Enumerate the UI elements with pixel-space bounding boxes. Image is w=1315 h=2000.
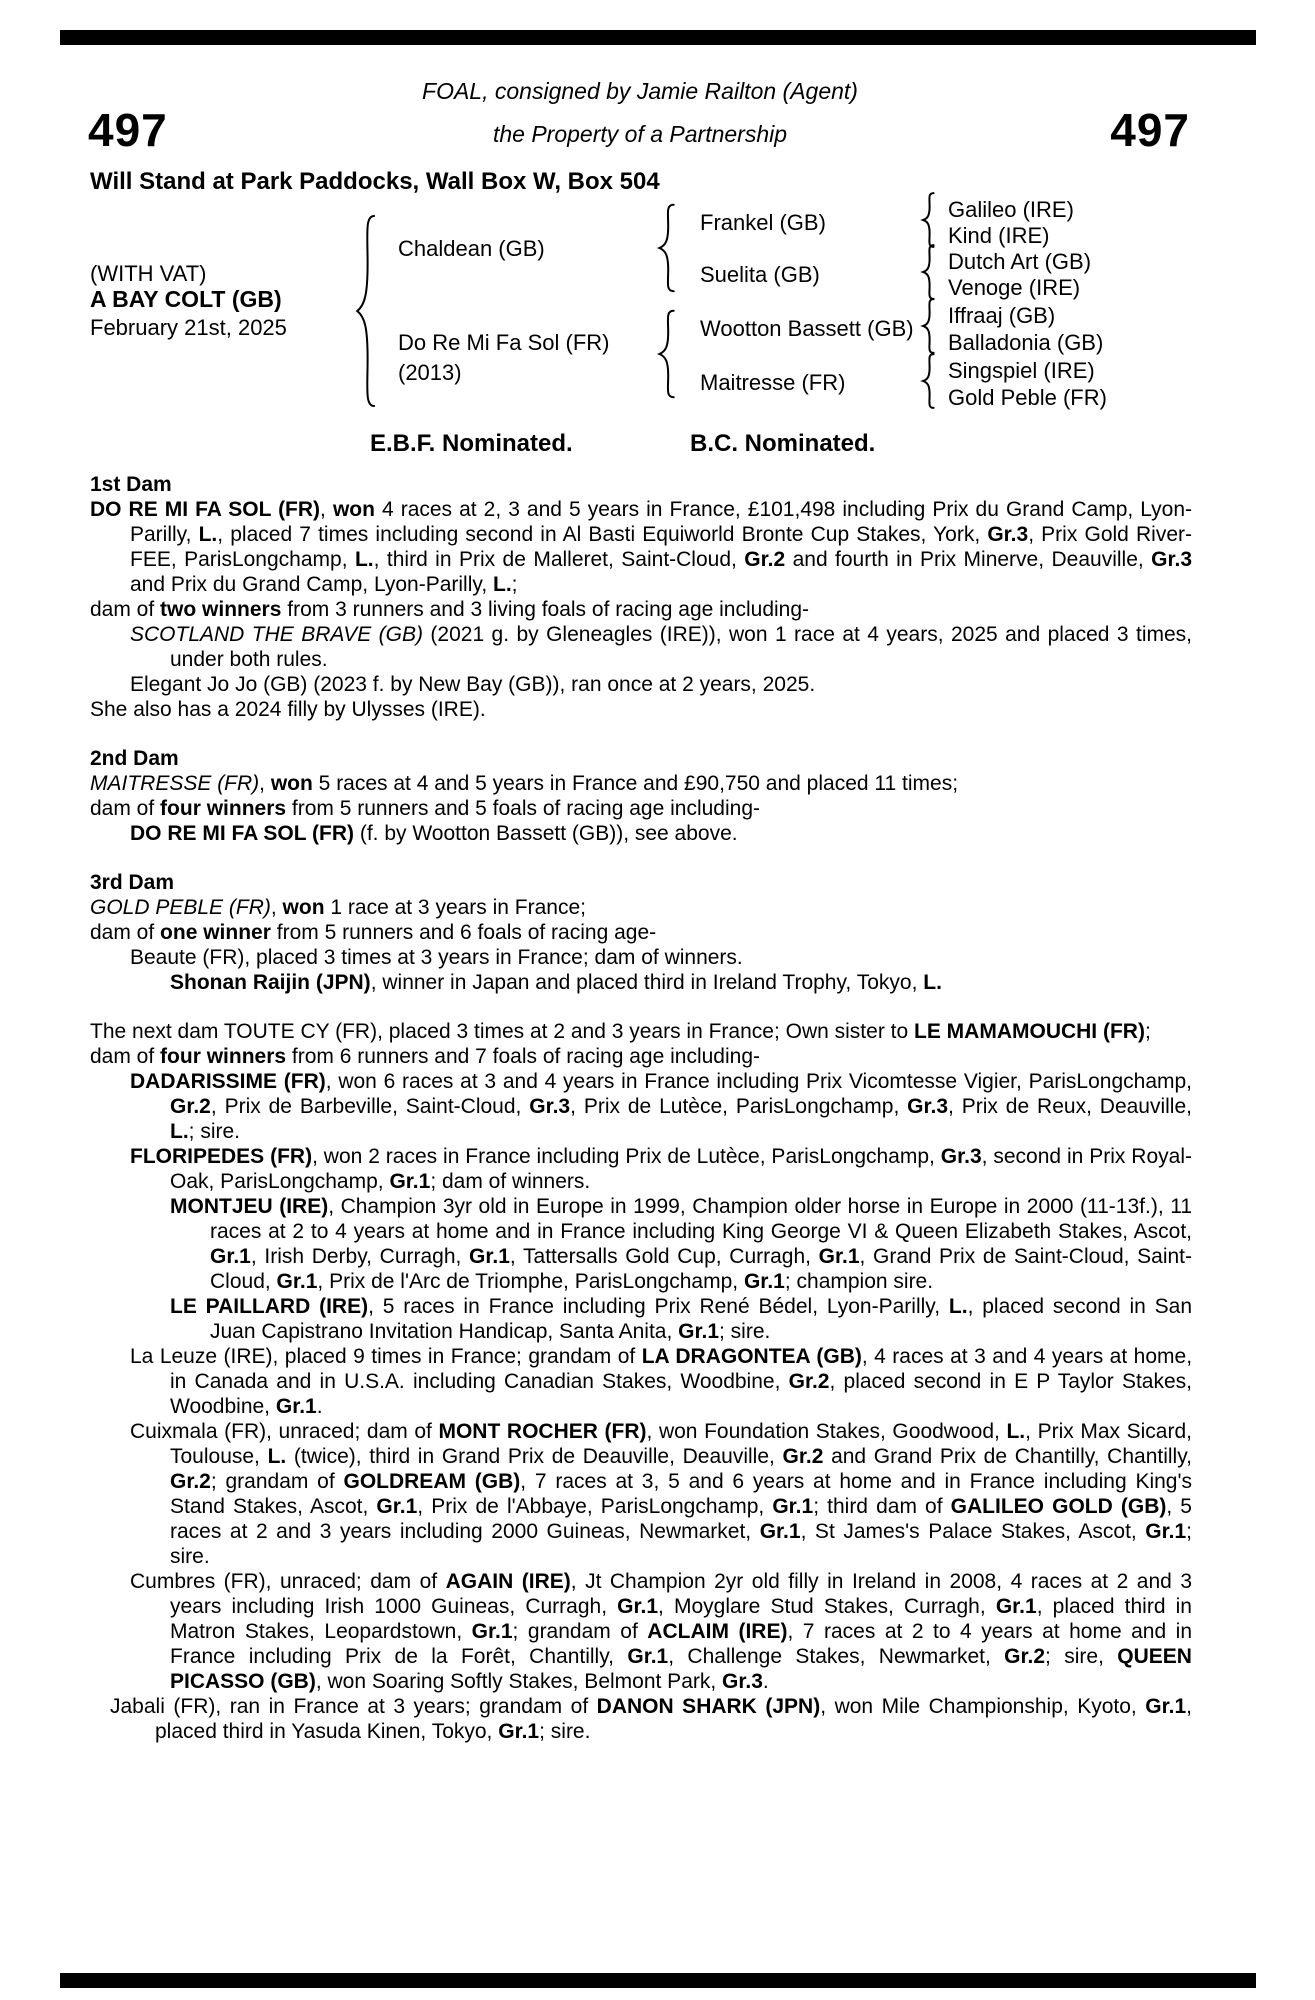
sire-name: Chaldean (GB) [398, 236, 545, 261]
pedigree-brace-main [352, 212, 378, 410]
dam-section [90, 472, 1192, 722]
dam-year: (2013) [398, 360, 462, 385]
consignor-line: FOAL, consigned by Jamie Railton (Agent) [422, 78, 858, 104]
grandparent-name: Dutch Art (GB) [948, 249, 1092, 274]
grandparent-name: Balladonia (GB) [948, 330, 1104, 355]
pedigree-paragraph: Beaute (FR), placed 3 times at 3 years in France; dam of winners. [130, 946, 743, 969]
section-heading: 3rd Dam [90, 871, 175, 894]
pedigree-paragraph: DADARISSIME (FR), won 6 races at 3 and 4 years in France including Prix Vicomtesse Vigier, ParisLongchamp, Gr.2, Prix de Barbeville, Saint-Cloud, Gr.3, Prix de Lutèce, ParisLongchamp, Gr.3, Prix de Reux, Deauville, L.; sire. [130, 1070, 1193, 1143]
stabling-line: Will Stand at Park Paddocks, Wall Box W, Box 504 [90, 168, 660, 195]
pedigree-paragraph: dam of four winners from 5 runners and 5 foals of racing age including- [90, 797, 760, 820]
dam-dam: Maitresse (FR) [700, 370, 846, 395]
pedigree-paragraph: GOLD PEBLE (FR), won 1 race at 3 years in France; [90, 896, 587, 919]
animal-description: A BAY COLT (GB) [90, 286, 282, 312]
section-heading: 2nd Dam [90, 747, 179, 770]
dam-name: Do Re Mi Fa Sol (FR) [398, 330, 610, 355]
pedigree-paragraph: dam of four winners from 6 runners and 7 foals of racing age including- [90, 1045, 760, 1068]
pedigree-paragraph: Jabali (FR), ran in France at 3 years; grandam of DANON SHARK (JPN), won Mile Championship, Kyoto, Gr.1, placed third in Yasuda Kinen, Tokyo, Gr.1; sire. [110, 1695, 1192, 1743]
pedigree-paragraph: She also has a 2024 filly by Ulysses (IRE). [90, 698, 486, 721]
grandsire-pair-brace-2 [920, 244, 936, 300]
pedigree-paragraph: FLORIPEDES (FR), won 2 races in France including Prix de Lutèce, ParisLongchamp, Gr.3, second in Prix Royal-Oak, ParisLongchamp, Gr.1; dam of winners. [130, 1145, 1192, 1193]
pedigree-sections [90, 472, 1192, 1744]
pedigree-paragraph: DO RE MI FA SOL (FR), won 4 races at 2, 3 and 5 years in France, £101,498 including Prix du Grand Camp, Lyon-Parilly, L., placed 7 times including second in Al Basti Equiworld Bronte Cup Stakes, York, Gr.3, Prix Gold River-FEE, ParisLongchamp, L., third in Prix de Malleret, Saint-Cloud, Gr.2 and fourth in Prix Minerve, Deauville, Gr.3 and Prix du Grand Camp, Lyon-Parilly, L.; [90, 498, 1193, 596]
grandsire-pair-brace-4 [920, 353, 936, 409]
grandsire-pair-brace-3 [920, 298, 936, 354]
sire-sire: Frankel (GB) [700, 210, 826, 235]
grandparent-name: Venoge (IRE) [948, 275, 1081, 300]
dam-section [90, 870, 1192, 995]
top-page-rule [60, 30, 1256, 45]
grandparent-name: Iffraaj (GB) [948, 303, 1056, 328]
lot-number-right: 497 [1110, 104, 1190, 156]
pedigree-paragraph: MONTJEU (IRE), Champion 3yr old in Europe in 1999, Champion older horse in Europe in 2000 (11-13f.), 11 races at 2 to 4 years at home and in France including King George VI & Queen Elizabeth Stakes, Ascot, Gr.1, Irish Derby, Curragh, Gr.1, Tattersalls Gold Cup, Curragh, Gr.1, Grand Prix de Saint-Cloud, Saint-Cloud, Gr.1, Prix de l'Arc de Triomphe, ParisLongchamp, Gr.1; champion sire. [170, 1195, 1192, 1293]
pedigree-paragraph: dam of one winner from 5 runners and 6 foals of racing age- [90, 921, 657, 944]
grandsire-pair-brace-1 [920, 192, 936, 248]
pedigree-paragraph: MAITRESSE (FR), won 5 races at 4 and 5 years in France and £90,750 and placed 11 times; [90, 772, 959, 795]
sire-pair-brace [655, 203, 677, 293]
pedigree-paragraph: dam of two winners from 3 runners and 3 living foals of racing age including- [90, 598, 810, 621]
property-line: the Property of a Partnership [492, 121, 788, 147]
bc-nomination: B.C. Nominated. [690, 430, 876, 457]
pedigree-paragraph: DO RE MI FA SOL (FR) (f. by Wootton Bassett (GB)), see above. [130, 822, 738, 845]
pedigree-paragraph: LE PAILLARD (IRE), 5 races in France including Prix René Bédel, Lyon-Parilly, L., placed second in San Juan Capistrano Invitation Handicap, Santa Anita, Gr.1; sire. [170, 1295, 1192, 1343]
pedigree-paragraph: SCOTLAND THE BRAVE (GB) (2021 g. by Gleneagles (IRE)), won 1 race at 4 years, 2025 and placed 3 times, under both rules. [130, 623, 1193, 671]
pedigree-paragraph: Cumbres (FR), unraced; dam of AGAIN (IRE), Jt Champion 2yr old filly in Ireland in 2008, 4 races at 2 and 3 years including Irish 1000 Guineas, Curragh, Gr.1, Moyglare Stud Stakes, Curragh, Gr.1, placed third in Matron Stakes, Leopardstown, Gr.1; grandam of ACLAIM (IRE), 7 races at 2 to 4 years at home and in France including Prix de la Forêt, Chantilly, Gr.1, Challenge Stakes, Newmarket, Gr.2; sire, QUEEN PICASSO (GB), won Soaring Softly Stakes, Belmont Park, Gr.3. [130, 1570, 1193, 1693]
grandparent-name: Galileo (IRE) [948, 197, 1074, 222]
ebf-nomination: E.B.F. Nominated. [370, 430, 573, 457]
dam-sire: Wootton Bassett (GB) [700, 316, 914, 341]
bottom-page-rule [60, 1973, 1256, 1988]
grandparent-name: Singspiel (IRE) [948, 358, 1095, 383]
pedigree-paragraph: Shonan Raijin (JPN), winner in Japan and placed third in Ireland Trophy, Tokyo, L. [170, 971, 942, 994]
pedigree-paragraph: Cuixmala (FR), unraced; dam of MONT ROCHER (FR), won Foundation Stakes, Goodwood, L., Prix Max Sicard, Toulouse, L. (twice), third in Grand Prix de Deauville, Deauville, Gr.2 and Grand Prix de Chantilly, Chantilly, Gr.2; grandam of GOLDREAM (GB), 7 races at 3, 5 and 6 years at home and in France including King's Stand Stakes, Ascot, Gr.1, Prix de l'Abbaye, ParisLongchamp, Gr.1; third dam of GALILEO GOLD (GB), 5 races at 2 and 3 years including 2000 Guineas, Newmarket, Gr.1, St James's Palace Stakes, Ascot, Gr.1; sire. [130, 1420, 1192, 1568]
pedigree-paragraph: Elegant Jo Jo (GB) (2023 f. by New Bay (GB)), ran once at 2 years, 2025. [130, 673, 816, 696]
vat-note: (WITH VAT) [90, 261, 207, 286]
dam-section [90, 1019, 1192, 1744]
foaling-date: February 21st, 2025 [90, 315, 287, 340]
dam-pair-brace [655, 309, 677, 399]
lot-number-left: 497 [88, 104, 168, 156]
section-heading: 1st Dam [90, 473, 172, 496]
pedigree-paragraph: La Leuze (IRE), placed 9 times in France; grandam of LA DRAGONTEA (GB), 4 races at 3 and 4 years at home, in Canada and in U.S.A. including Canadian Stakes, Woodbine, Gr.2, placed second in E P Taylor Stakes, Woodbine, Gr.1. [130, 1345, 1193, 1418]
dam-section [90, 746, 1192, 846]
grandparent-name: Gold Peble (FR) [948, 385, 1107, 410]
pedigree-paragraph: The next dam TOUTE CY (FR), placed 3 times at 2 and 3 years in France; Own sister to LE MAMAMOUCHI (FR); [90, 1020, 1151, 1043]
sire-dam: Suelita (GB) [700, 262, 820, 287]
grandparent-name: Kind (IRE) [948, 223, 1050, 248]
